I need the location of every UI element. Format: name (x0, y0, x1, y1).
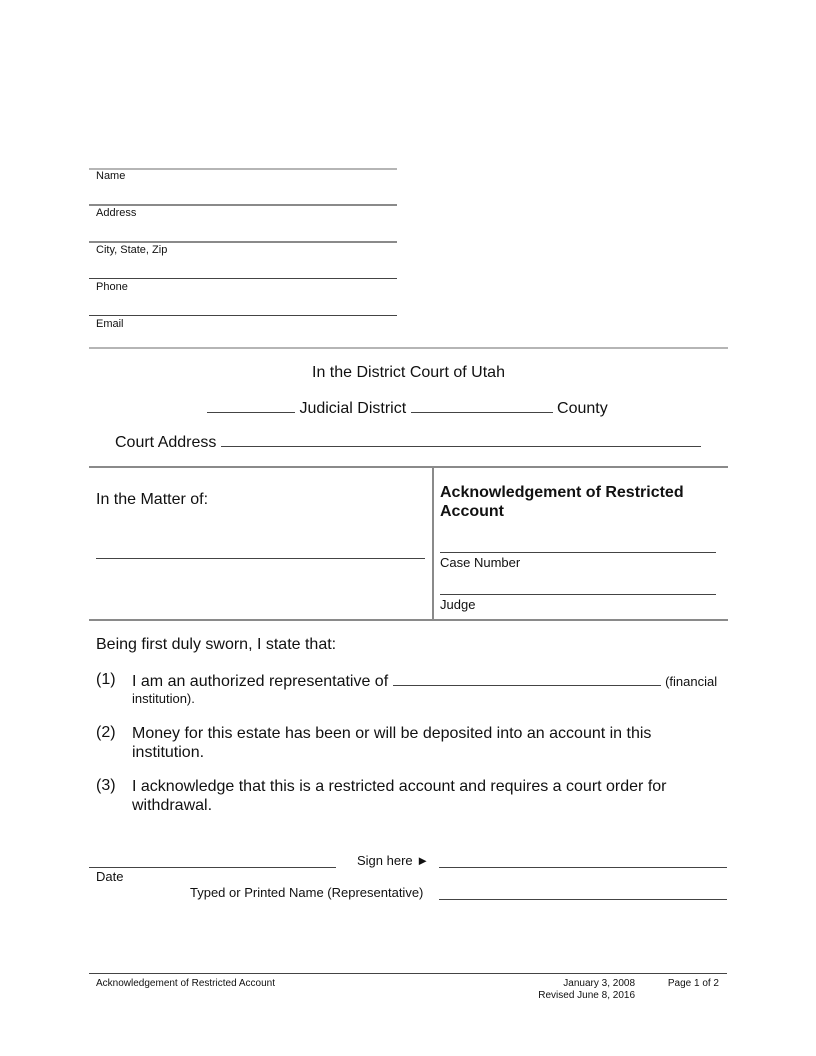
financial-institution-field[interactable] (393, 671, 661, 686)
footer-page-number: Page 1 of 2 (667, 978, 719, 989)
matter-of-label: In the Matter of: (96, 491, 209, 508)
date-line[interactable] (89, 867, 336, 868)
item-3-number: (3) (96, 777, 116, 794)
judge-label: Judge (440, 597, 476, 612)
date-label: Date (96, 869, 124, 884)
city-state-zip-line[interactable] (89, 241, 397, 243)
name-line[interactable] (89, 168, 397, 170)
address-label: Address (96, 207, 137, 219)
caption-top-border (89, 466, 728, 468)
case-number-label: Case Number (440, 555, 521, 570)
district-county-row (207, 398, 608, 418)
footer-form-title: Acknowledgement of Restricted Account (96, 978, 275, 989)
footer-date-revised: Revised June 8, 2016 (538, 990, 635, 1001)
item-1-text-before: I am an authorized representative of (132, 673, 389, 690)
judge-line[interactable] (440, 594, 716, 595)
item-1-number: (1) (96, 671, 116, 688)
statement-intro: Being first duly sworn, I state that: (96, 636, 337, 653)
footer-date-created: January 3, 2008 (563, 978, 635, 989)
item-1-text (132, 671, 732, 691)
county-field[interactable] (411, 398, 553, 413)
sign-here-label: Sign here ► (357, 853, 430, 868)
footer-divider (89, 973, 727, 974)
phone-label: Phone (96, 281, 128, 293)
item-1-text-wrap: institution). (132, 691, 195, 706)
judicial-district-label: Judicial District (299, 400, 407, 417)
caption-divider (432, 467, 434, 620)
court-address-label: Court Address (115, 434, 217, 451)
phone-line[interactable] (89, 278, 397, 279)
signature-line[interactable] (439, 867, 727, 868)
item-1-text-after: (financial (665, 674, 718, 689)
email-line[interactable] (89, 315, 397, 316)
typed-name-line[interactable] (439, 899, 727, 900)
name-label: Name (96, 170, 126, 182)
email-label: Email (96, 318, 124, 330)
protected-person-line[interactable] (96, 558, 425, 559)
court-title: In the District Court of Utah (312, 364, 505, 381)
court-address-field[interactable] (221, 432, 701, 447)
city-state-zip-label: City, State, Zip (96, 244, 168, 256)
document-title: Acknowledgement of Restricted Account (440, 484, 684, 520)
court-address-row (115, 432, 701, 452)
case-number-line[interactable] (440, 552, 716, 553)
typed-name-label: Typed or Printed Name (Representative) (190, 885, 424, 900)
address-line[interactable] (89, 204, 397, 206)
item-2-number: (2) (96, 724, 116, 741)
item-3-text: I acknowledge that this is a restricted account and requires a court order for withdrawal. (132, 778, 667, 814)
caption-bottom-border (89, 619, 728, 621)
county-label: County (557, 400, 608, 417)
item-2-text: Money for this estate has been or will be deposited into an account in this institution. (132, 725, 652, 761)
header-divider (89, 347, 728, 349)
judicial-district-field[interactable] (207, 398, 295, 413)
